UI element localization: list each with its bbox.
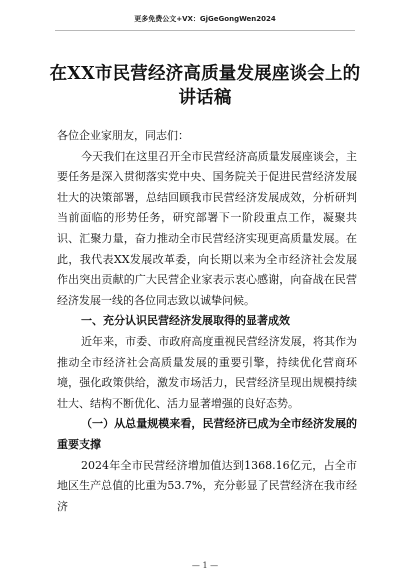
page-number: — 1 — [191,561,219,570]
subsection-heading: （一）从总量规模来看，民营经济已成为全市经济发展的重要支撑 [57,417,357,451]
header-note: 更多免费公文+VX：GjGeGongWen2024 [134,15,276,23]
document-body [57,126,357,517]
header-divider [55,30,355,31]
opening-paragraph: 今天我们在这里召开全市民营经济高质量发展座谈会，主要任务是深入贯彻落实党中央、国务院关于促进民营经济发展壮大的决策部署，总结回顾我市民营经济发展成效，分析研判当前面临的形势任务，研究部署下一阶段重点工作，凝聚共识、汇聚力量，奋力推动全市民营经济实现更高质量发展。在此，我代表XX发展改革委，向长期以来为全市经济社会发展作出突出贡献的广大民营企业家表示衷心感谢，向奋战在民营经济发展一线的各位同志致以诚挚问候。 [57,149,357,307]
document-title [48,62,362,110]
title-line-2: 讲话稿 [178,88,232,108]
section-intro-paragraph: 近年来，市委、市政府高度重视民营经济发展，将其作为推动全市经济社会高质量发展的重要引擎，持续优化营商环境，强化政策供给，激发市场活力，民营经济呈现出规模持续壮大、结构不断优化、活力显著增强的良好态势。 [57,334,357,410]
title-line-1: 在XX市民营经济高质量发展座谈会上的 [49,64,361,84]
salutation: 各位企业家朋友，同志们： [57,129,189,142]
subsection-paragraph: 2024年全市民营经济增加值达到1368.16亿元，占全市地区生产总值的比重为53.7%，充分彰显了民营经济在我市经济 [57,458,357,513]
section-heading: 一、充分认识民营经济发展取得的显著成效 [81,314,290,328]
